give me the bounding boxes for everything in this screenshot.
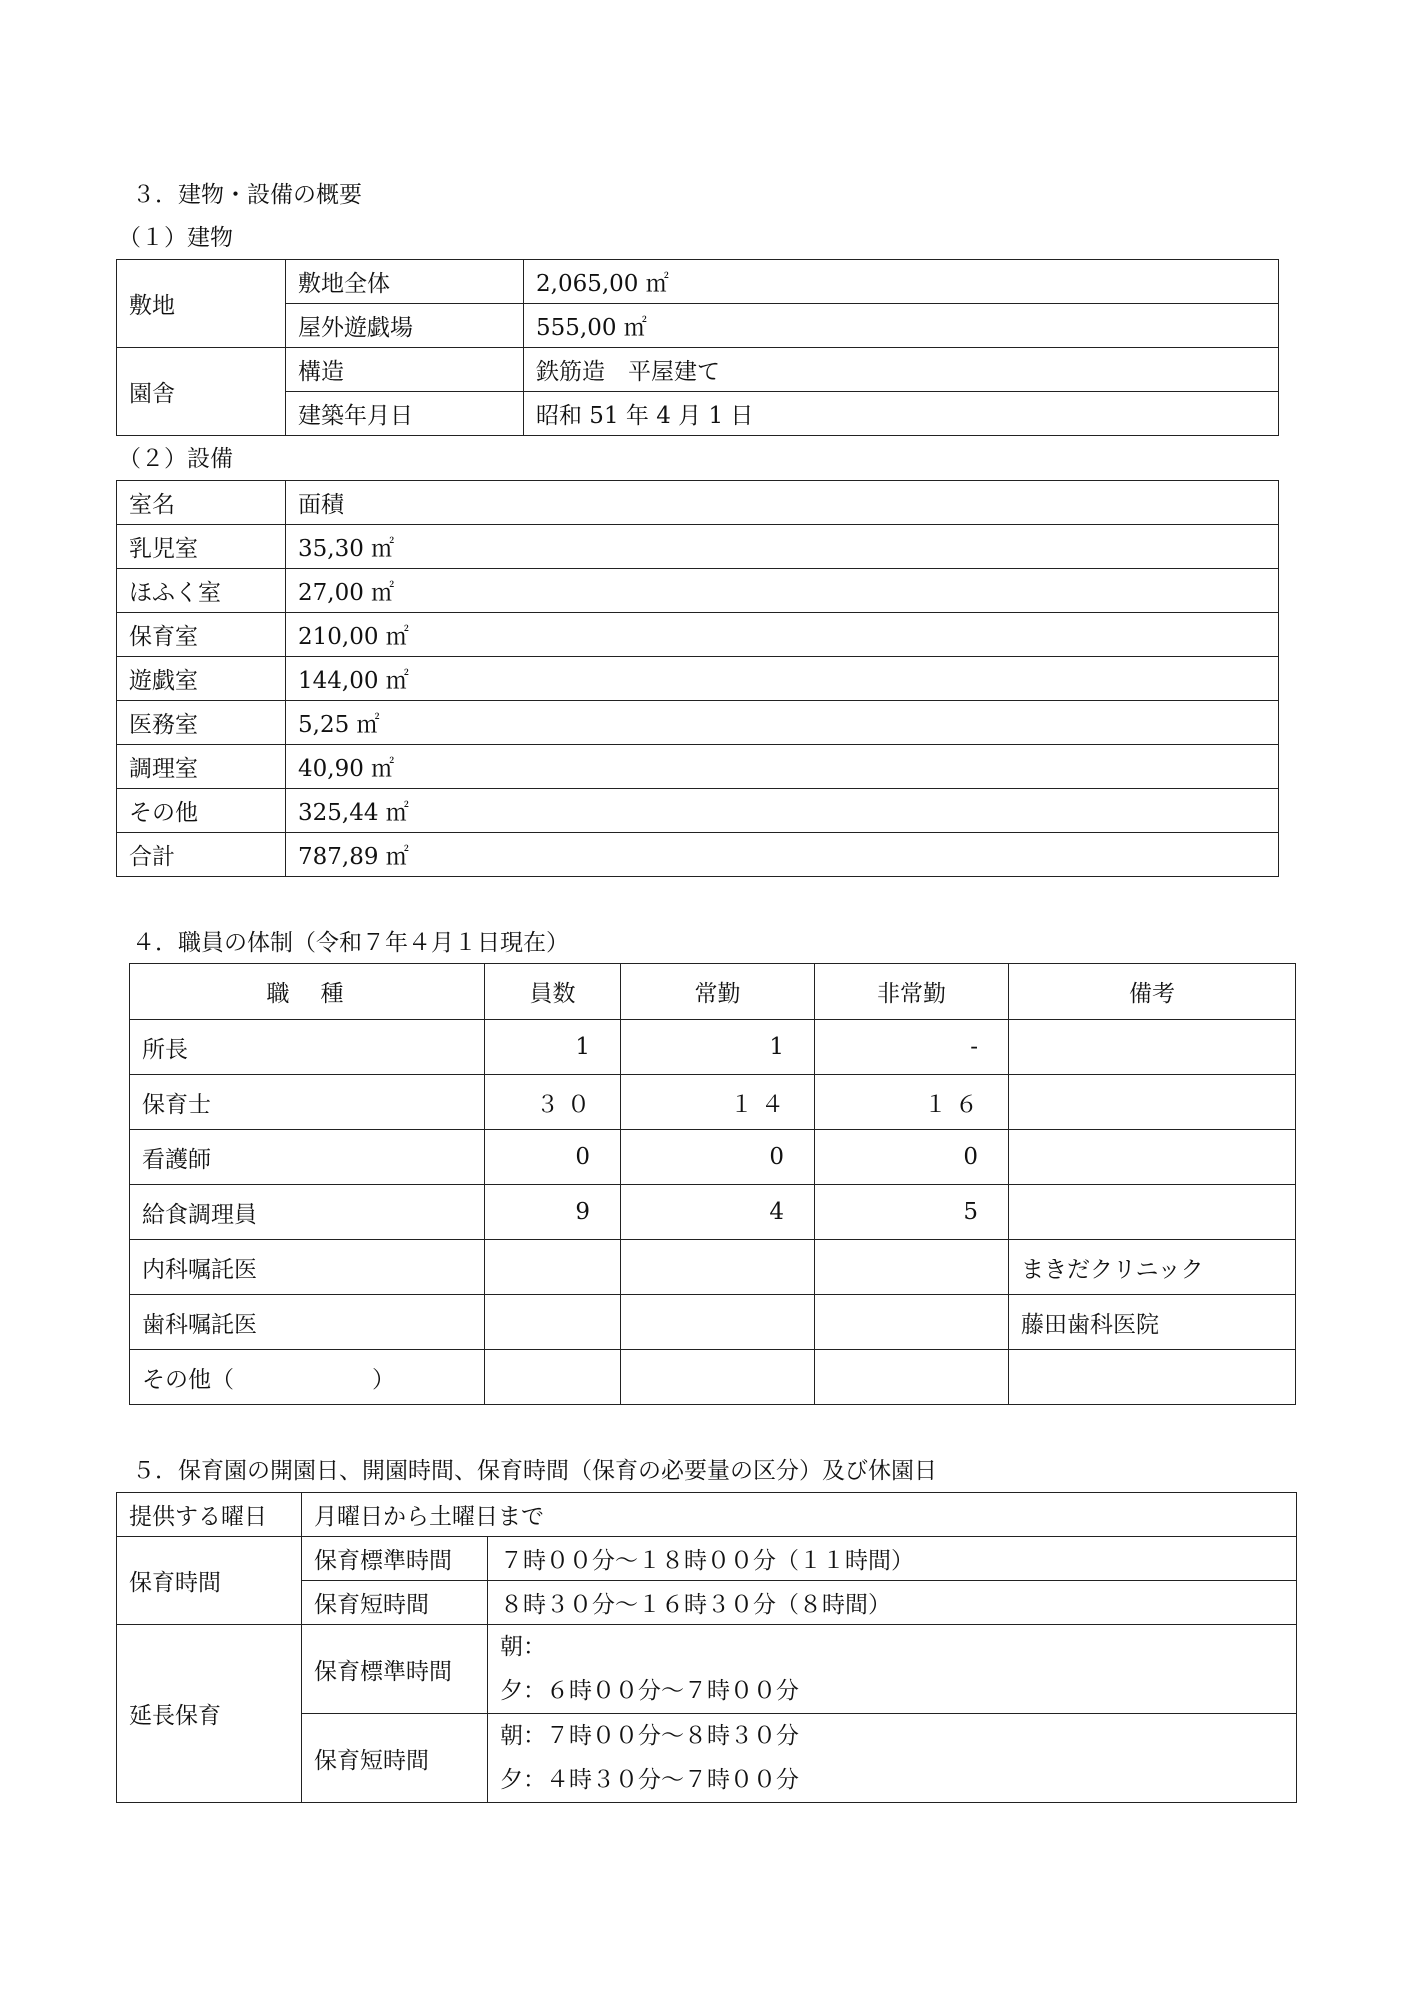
site-total-value: 2,065,00 ㎡ (524, 260, 1279, 304)
staff-part (815, 1350, 1009, 1405)
staff-header-part: 非常勤 (815, 964, 1009, 1020)
staff-role: その他（ ） (130, 1350, 485, 1405)
room-area: 144,00 ㎡ (286, 657, 1279, 701)
table-row (117, 745, 1279, 789)
staff-count (485, 1240, 621, 1295)
extended-standard-evening: 夕：６時００分～７時００分 (500, 1678, 799, 1704)
room-name: 医務室 (117, 701, 286, 745)
room-area: 5,25 ㎡ (286, 701, 1279, 745)
staff-note (1009, 1075, 1296, 1130)
table-row (117, 701, 1279, 745)
staff-note: まきだクリニック (1009, 1240, 1296, 1295)
facilities-header-room: 室名 (117, 481, 286, 525)
staff-role: 給食調理員 (130, 1185, 485, 1240)
room-area: 787,89 ㎡ (286, 833, 1279, 877)
short-hours-label: 保育短時間 (302, 1581, 488, 1625)
staff-note (1009, 1020, 1296, 1075)
facilities-table (116, 480, 1279, 877)
facilities-header-area: 面積 (286, 481, 1279, 525)
staff-role: 保育士 (130, 1075, 485, 1130)
site-label: 敷地 (117, 260, 286, 348)
table-row (130, 1295, 1296, 1350)
built-value: 昭和 51 年 4 月 1 日 (524, 392, 1279, 436)
hours-label: 保育時間 (117, 1537, 302, 1625)
staff-role: 歯科嘱託医 (130, 1295, 485, 1350)
staff-part: 0 (815, 1130, 1009, 1185)
staff-full: 4 (621, 1185, 815, 1240)
room-area: 40,90 ㎡ (286, 745, 1279, 789)
facilities-subtitle: （２）設備 (118, 446, 233, 472)
extended-standard-label: 保育標準時間 (302, 1625, 488, 1714)
extended-short-label: 保育短時間 (302, 1714, 488, 1803)
table-row (130, 1075, 1296, 1130)
days-label: 提供する曜日 (117, 1493, 302, 1537)
room-area: 210,00 ㎡ (286, 613, 1279, 657)
room-name: 保育室 (117, 613, 286, 657)
extended-care-label: 延長保育 (117, 1625, 302, 1803)
staff-header-count: 員数 (485, 964, 621, 1020)
site-total-label: 敷地全体 (286, 260, 524, 304)
staff-count (485, 1350, 621, 1405)
extended-short-value (488, 1714, 1297, 1803)
table-row (130, 1240, 1296, 1295)
staff-part (815, 1240, 1009, 1295)
table-row (117, 789, 1279, 833)
room-name: ほふく室 (117, 569, 286, 613)
table-row (117, 613, 1279, 657)
room-area: 27,00 ㎡ (286, 569, 1279, 613)
staff-full (621, 1295, 815, 1350)
staff-header-role: 職 種 (130, 964, 485, 1020)
staff-part: 5 (815, 1185, 1009, 1240)
staff-full (621, 1240, 815, 1295)
staff-part: - (815, 1020, 1009, 1075)
room-name: 遊戯室 (117, 657, 286, 701)
staff-count: ３０ (485, 1075, 621, 1130)
outdoor-label: 屋外遊戯場 (286, 304, 524, 348)
room-name: 調理室 (117, 745, 286, 789)
table-row (130, 1130, 1296, 1185)
extended-short-evening: 夕：４時３０分～７時００分 (500, 1767, 799, 1793)
staff-note (1009, 1350, 1296, 1405)
staff-role: 所長 (130, 1020, 485, 1075)
staff-note (1009, 1185, 1296, 1240)
table-row (130, 1020, 1296, 1075)
extended-standard-morning: 朝： (500, 1634, 546, 1660)
extended-standard-value (488, 1625, 1297, 1714)
table-row (130, 1185, 1296, 1240)
room-name: 合計 (117, 833, 286, 877)
built-label: 建築年月日 (286, 392, 524, 436)
outdoor-value: 555,00 ㎡ (524, 304, 1279, 348)
section5-title: ５．保育園の開園日、開園時間、保育時間（保育の必要量の区分）及び休園日 (132, 1458, 937, 1484)
structure-label: 構造 (286, 348, 524, 392)
staff-full (621, 1350, 815, 1405)
table-row (117, 569, 1279, 613)
room-area: 325,44 ㎡ (286, 789, 1279, 833)
table-row (117, 525, 1279, 569)
section4-title: ４．職員の体制（令和７年４月１日現在） (132, 930, 569, 956)
staff-role: 看護師 (130, 1130, 485, 1185)
room-name: その他 (117, 789, 286, 833)
staff-count: 1 (485, 1020, 621, 1075)
staff-part (815, 1295, 1009, 1350)
staff-count (485, 1295, 621, 1350)
table-row (117, 833, 1279, 877)
room-name: 乳児室 (117, 525, 286, 569)
room-area: 35,30 ㎡ (286, 525, 1279, 569)
building-table (116, 259, 1279, 436)
short-hours-value: ８時３０分～１６時３０分（８時間） (488, 1581, 1297, 1625)
building-subtitle: （１）建物 (118, 225, 233, 251)
staff-role: 内科嘱託医 (130, 1240, 485, 1295)
section3-title: ３．建物・設備の概要 (132, 182, 362, 208)
staff-table (129, 963, 1296, 1405)
staff-full: 1 (621, 1020, 815, 1075)
staff-count: 0 (485, 1130, 621, 1185)
table-row (117, 657, 1279, 701)
school-label: 園舎 (117, 348, 286, 436)
staff-note: 藤田歯科医院 (1009, 1295, 1296, 1350)
staff-full: １４ (621, 1075, 815, 1130)
staff-part: １６ (815, 1075, 1009, 1130)
standard-hours-value: ７時００分～１８時００分（１１時間） (488, 1537, 1297, 1581)
staff-header-full: 常勤 (621, 964, 815, 1020)
staff-count: 9 (485, 1185, 621, 1240)
staff-note (1009, 1130, 1296, 1185)
staff-full: 0 (621, 1130, 815, 1185)
table-row (130, 1350, 1296, 1405)
hours-table (116, 1492, 1297, 1803)
extended-short-morning: 朝：７時００分～８時３０分 (500, 1723, 799, 1749)
structure-value: 鉄筋造 平屋建て (524, 348, 1279, 392)
standard-hours-label: 保育標準時間 (302, 1537, 488, 1581)
staff-header-note: 備考 (1009, 964, 1296, 1020)
days-value: 月曜日から土曜日まで (302, 1493, 1297, 1537)
